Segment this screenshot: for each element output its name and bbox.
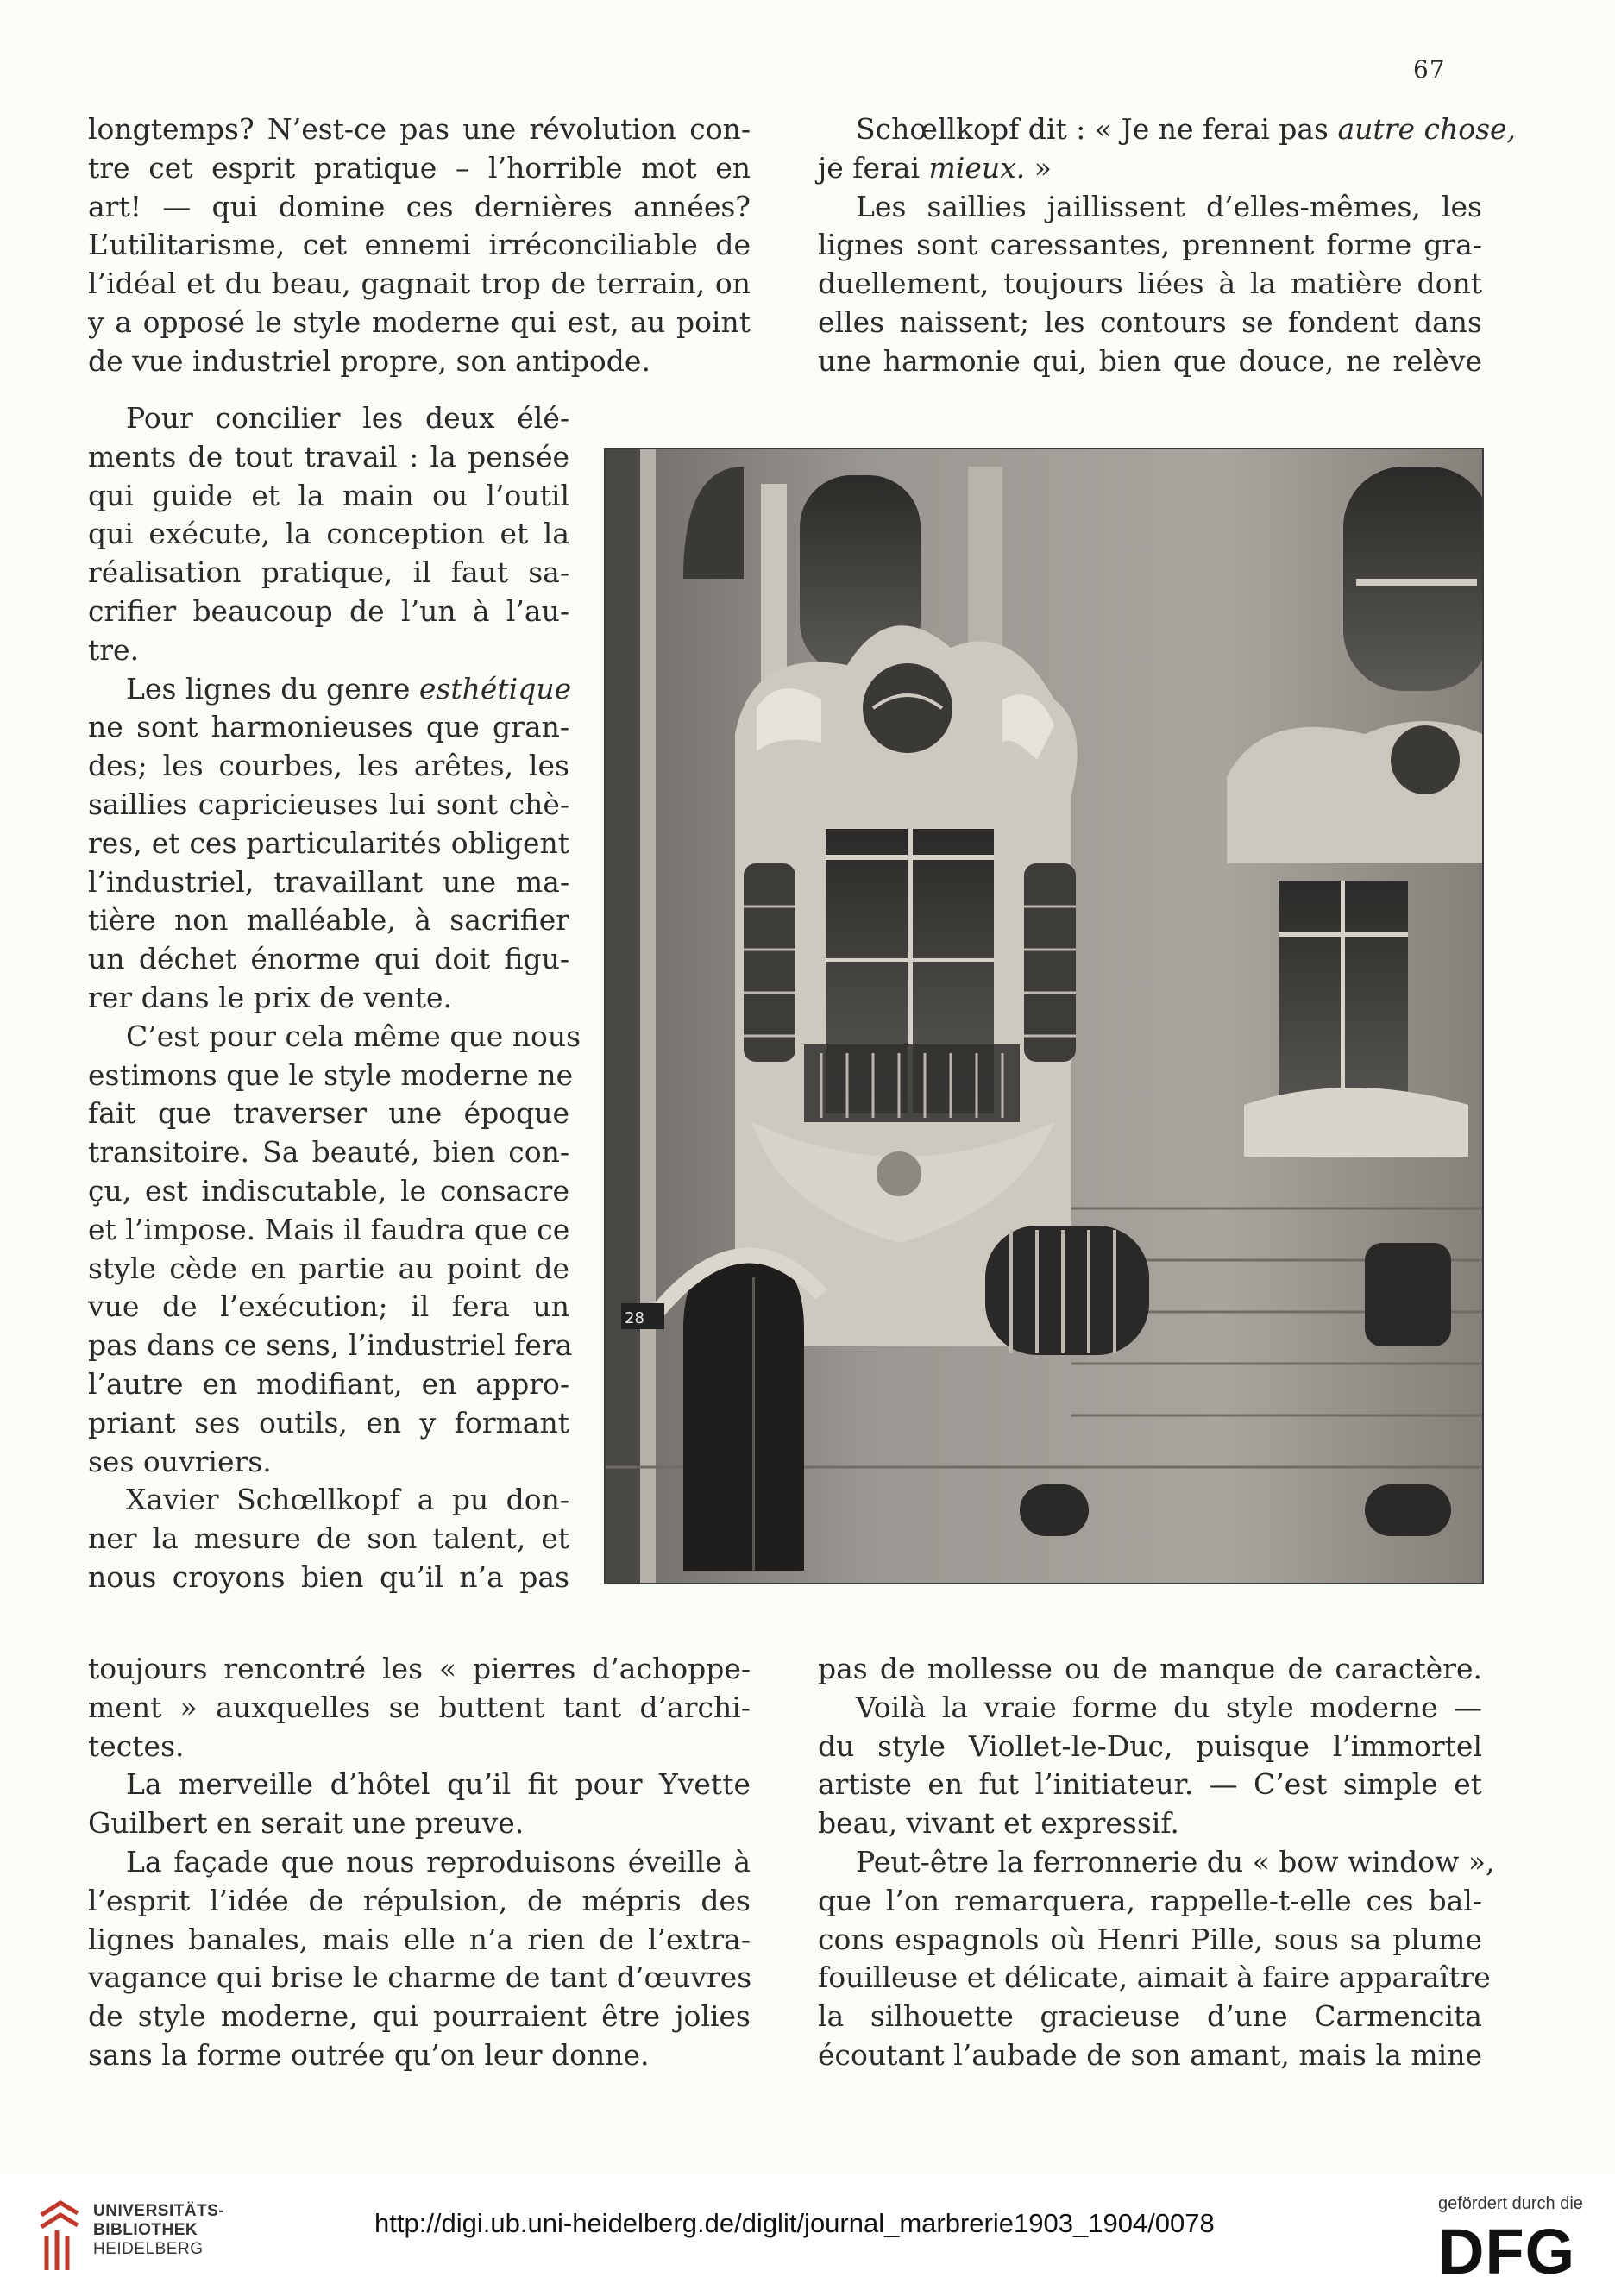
left-column-bottom	[88, 1650, 751, 2075]
text-line: sans la forme outrée qu’on leur donne.	[88, 2037, 650, 2072]
text-line: ne sont harmonieuses que gran-	[88, 710, 569, 744]
text-line: vue de l’exécution; il fera un	[88, 1289, 569, 1324]
text-line: fouilleuse et délicate, aimait à faire apparaître	[818, 1960, 1491, 1995]
text-line: Xavier Schœllkopf a pu don-	[126, 1483, 569, 1517]
text-line: estimons que le style moderne ne	[88, 1057, 574, 1092]
text-line: et l’impose. Mais il faudra que ce	[88, 1212, 570, 1246]
text-line: style cède en partie au point de	[88, 1251, 569, 1285]
emphasis-phrase: autre chose,	[1337, 112, 1517, 146]
text-line: res, et ces particularités obligent	[88, 825, 569, 860]
text-line: crifier beaucoup de l’un à l’au-	[88, 593, 569, 628]
text-line: ner la mesure de son talent, et	[88, 1521, 569, 1556]
text-line: nous croyons bien qu’il n’a pas	[88, 1559, 569, 1594]
text-line: du style Viollet-le-Duc, puisque l’immortel	[818, 1728, 1482, 1763]
library-name-line: UNIVERSITÄTS-	[93, 2202, 225, 2220]
text-fragment: »	[1025, 150, 1052, 185]
funding-note: gefördert durch die	[1438, 2194, 1583, 2213]
text-line: artiste en fut l’initiateur. — C’est simple et	[818, 1767, 1482, 1802]
text-line: lignes sont caressantes, prennent forme gra-	[818, 228, 1482, 262]
text-line: ment » auxquelles se buttent tant d’archi-	[88, 1690, 751, 1724]
text-line: des; les courbes, les arêtes, les	[88, 749, 569, 783]
text-line: pas dans ce sens, l’industriel fera	[88, 1328, 573, 1363]
text-line: duellement, toujours liées à la matière dont	[818, 267, 1482, 301]
text-line: tière non malléable, à sacrifier	[88, 903, 569, 938]
facade-illustration	[606, 449, 1482, 1583]
text-fragment: Schœllkopf dit : « Je ne ferai pas	[856, 112, 1338, 146]
text-line: y a opposé le style moderne qui est, au point	[88, 304, 751, 339]
text-line	[818, 149, 1482, 188]
text-line: de vue industriel propre, son antipode.	[88, 343, 650, 378]
right-column-top	[818, 110, 1517, 381]
text-line: priant ses outils, en y formant	[88, 1405, 569, 1440]
right-column-bottom	[818, 1650, 1495, 2075]
text-line: fait que traverser une époque	[88, 1096, 569, 1131]
text-line: qui exécute, la conception et la	[88, 517, 569, 551]
text-line: Guilbert en serait une preuve.	[88, 1806, 525, 1841]
text-line: un déchet énorme qui doit figu-	[88, 942, 569, 976]
text-line: l’idéal et du beau, gagnait trop de terrain, on	[88, 267, 751, 301]
text-line: C’est pour cela même que nous	[126, 1019, 581, 1053]
text-line: tre.	[88, 632, 140, 667]
text-line: une harmonie qui, bien que douce, ne relève	[818, 343, 1482, 378]
text-line	[88, 670, 572, 709]
library-name-line: BIBLIOTHEK	[93, 2221, 198, 2239]
text-line: beau, vivant et expressif.	[818, 1806, 1179, 1841]
text-line: rer dans le prix de vente.	[88, 980, 453, 1014]
left-column-narrow	[88, 399, 581, 1597]
text-line: écoutant l’aubade de son amant, mais la mine	[818, 2037, 1482, 2072]
text-fragment: je ferai	[818, 150, 929, 185]
text-line: Pour concilier les deux élé-	[126, 401, 569, 435]
emphasis-word: esthétique	[418, 671, 572, 706]
text-line: transitoire. Sa beauté, bien con-	[88, 1135, 569, 1170]
text-fragment: Les lignes du genre	[126, 671, 411, 706]
text-line: cons espagnols où Henri Pille, sous sa plume	[818, 1922, 1482, 1956]
text-line: saillies capricieuses lui sont chè-	[88, 787, 569, 821]
text-line: L’utilitarisme, cet ennemi irréconciliable de	[88, 228, 751, 262]
text-line: çu, est indiscutable, le consacre	[88, 1173, 569, 1208]
house-number: 28	[625, 1309, 644, 1327]
text-line	[818, 110, 1517, 149]
text-line: Peut-être la ferronnerie du « bow window »,	[856, 1844, 1495, 1879]
emphasis-word: mieux.	[928, 150, 1026, 185]
library-name	[93, 2202, 224, 2259]
library-name-line: HEIDELBERG	[93, 2240, 204, 2258]
text-line: La merveille d’hôtel qu’il fit pour Yvette	[126, 1767, 751, 1802]
text-line: tectes.	[88, 1728, 185, 1763]
text-line: art! — qui domine ces dernières années?	[88, 189, 751, 223]
text-line: de style moderne, qui pourraient être jolies	[88, 1999, 751, 2034]
text-line: lignes banales, mais elle n’a rien de l’extra-	[88, 1922, 751, 1956]
dfg-logo: DFG	[1438, 2216, 1576, 2287]
text-line: Les saillies jaillissent d’elles-mêmes, les	[856, 189, 1482, 223]
text-line: longtemps? N’est-ce pas une révolution con-	[88, 112, 751, 146]
text-line: réalisation pratique, il faut sa-	[88, 555, 569, 590]
text-line: la silhouette gracieuse d’une Carmencita	[818, 1999, 1482, 2034]
text-line: elles naissent; les contours se fondent dans	[818, 304, 1482, 339]
text-line: La façade que nous reproduisons éveille à	[126, 1844, 751, 1879]
text-line: l’industriel, travaillant une ma-	[88, 864, 569, 899]
text-line: qui guide et la main ou l’outil	[88, 478, 569, 512]
text-line: ments de tout travail : la pensée	[88, 439, 569, 474]
text-line: Voilà la vraie forme du style moderne —	[856, 1690, 1482, 1724]
left-column-top	[88, 110, 751, 381]
text-line: tre cet esprit pratique – l’horrible mot en	[88, 150, 751, 185]
text-line: l’esprit l’idée de répulsion, de mépris des	[88, 1883, 751, 1917]
text-line: que l’on remarquera, rappelle-t-elle ces bal-	[818, 1883, 1482, 1917]
text-line: ses ouvriers.	[88, 1444, 272, 1478]
source-url-link[interactable]: http://digi.ub.uni-heidelberg.de/diglit/journal_marbrerie1903_1904/0078	[374, 2208, 1215, 2238]
page-number: 67	[1413, 55, 1446, 84]
text-line: pas de mollesse ou de manque de caractère.	[818, 1652, 1482, 1685]
university-library-logo-icon	[35, 2198, 85, 2275]
text-line: vagance qui brise le charme de tant d’œuvres	[88, 1960, 752, 1995]
text-line: l’autre en modifiant, en appro-	[88, 1366, 569, 1401]
facade-photograph	[604, 448, 1484, 1584]
text-line: toujours rencontré les « pierres d’achoppe-	[88, 1652, 751, 1685]
